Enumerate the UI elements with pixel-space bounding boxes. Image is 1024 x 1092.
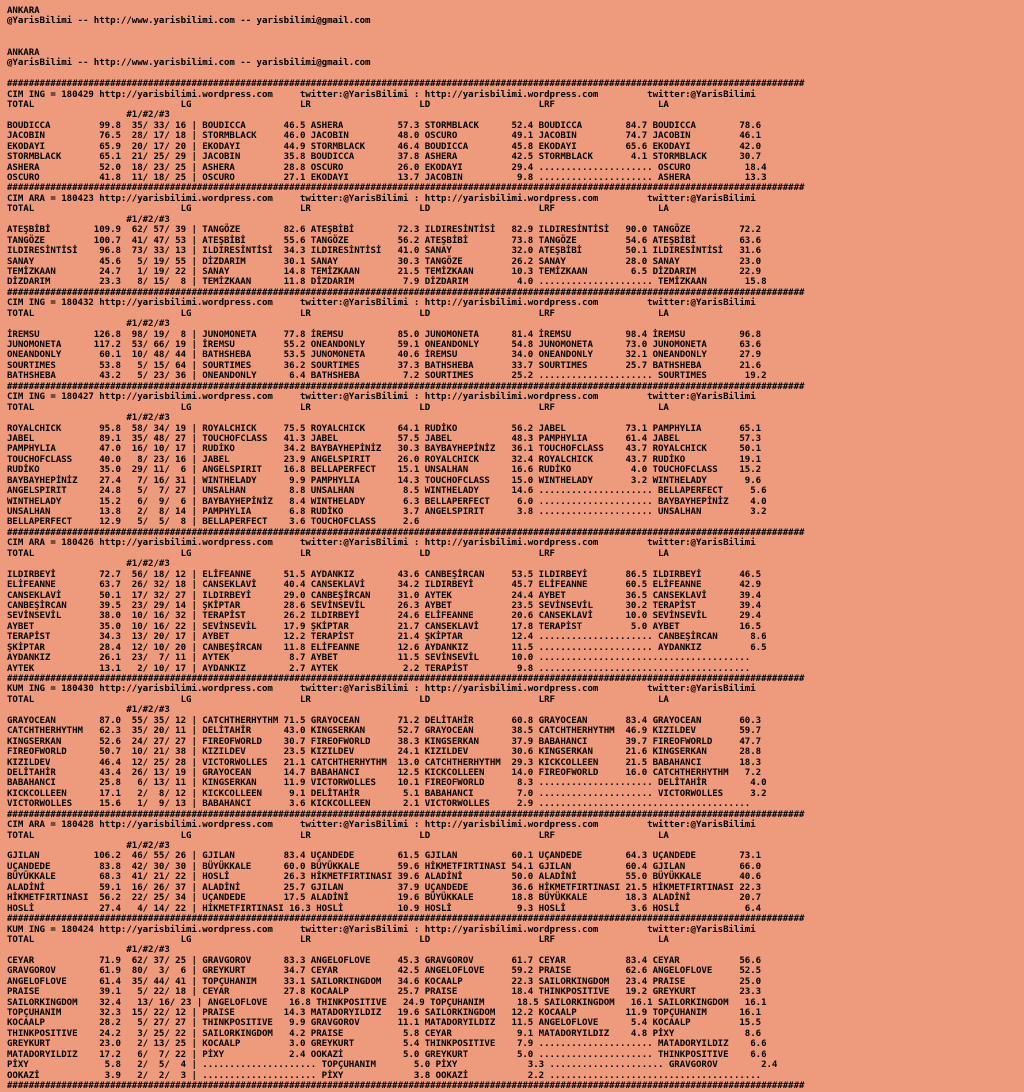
- rating-row: AYTEK 13.1 2/ 10/ 17 | AYDANKIZ 2.7 AYTEK 2.2 TERAPİST 9.8 .......................................: [7, 663, 751, 674]
- race-header-line: KUM ING = 180424 http://yarisbilimi.wordpress.com twitter:@YarisBilimi : http://yarisbilimi.wordpress.com twitter:@YarisBilimi: [7, 924, 756, 935]
- race-header-line: CIM ING = 180427 http://yarisbilimi.wordpress.com twitter:@YarisBilimi : http://yarisbilimi.wordpress.com twitter:@YarisBilimi: [7, 392, 756, 403]
- column-header-line: #1/#2/#3: [7, 559, 170, 570]
- rating-row: DELİTAHİR 43.4 26/ 13/ 19 | GRAYOCEAN 14.7 BABAHANCI 12.5 KICKCOLLEEN 14.0 FIREOFWORLD 16.0 CATCHTHERHYTHM 7.2: [7, 767, 762, 778]
- rating-row: ILDIRBEYİ 72.7 56/ 18/ 12 | ELİFEANNE 51.5 AYDANKIZ 43.6 CANBEŞİRCAN 53.5 ILDIRBEYİ 86.5 ILDIRBEYİ 46.5: [7, 569, 762, 580]
- rating-row: BATHSHEBA 43.2 5/ 23/ 36 | ONEANDONLY 6.4 BATHSHEBA 7.2 SOURTIMES 25.2 ..................... SOURTIMES 19.2: [7, 371, 767, 382]
- rating-row: GRAVGOROV 61.9 80/ 3/ 6 | GREYKURT 34.7 CEYAR 42.5 ANGELOFLOVE 59.2 PRAISE 62.6 ANGELOFLOVE 52.5: [7, 966, 762, 977]
- blank-line: [7, 37, 1024, 47]
- rating-row: İREMSU 126.8 98/ 19/ 8 | JUNOMONETA 77.8 İREMSU 85.0 JUNOMONETA 81.4 İREMSU 98.4 İREMSU 96.8: [7, 329, 762, 340]
- column-header-line: #1/#2/#3: [7, 841, 170, 851]
- race-header-line: CIM ING = 180429 http://yarisbilimi.wordpress.com twitter:@YarisBilimi : http://yarisbilimi.wordpress.com twitter:@YarisBilimi: [7, 89, 756, 100]
- column-header-line: TOTAL LG LR LD LRF LA: [7, 204, 669, 215]
- rating-row: KOCAALP 28.2 5/ 27/ 27 | THINKPOSITIVE 9.9 GRAVGOROV 11.1 MATADORYILDIZ 11.5 ANGELOFLOVE 5.4 KOCAALP 15.5: [7, 1018, 762, 1029]
- rating-row: ALADİNİ 59.1 16/ 26/ 37 | ALADİNİ 25.7 GJILAN 37.9 UÇANDEDE 36.6 HİKMETFIRTINASI 21.5 HİKMETFIRTINASI 22.3: [7, 882, 762, 893]
- contact-line: @YarisBilimi -- http://www.yarisbilimi.com -- yarisbilimi@gmail.com: [7, 58, 371, 69]
- city-title: ANKARA: [7, 6, 40, 16]
- separator-line: ###################################################################################################################################################: [7, 914, 805, 925]
- rating-row: THINKPOSITIVE 24.2 3/ 25/ 22 | SAILORKINGDOM 4.2 PRAISE 5.8 CEYAR 9.1 MATADORYILDIZ 4.8 PİXY 8.6: [7, 1028, 762, 1039]
- rating-row: KICKCOLLEEN 17.1 2/ 8/ 12 | KICKCOLLEEN 9.1 DELİTAHİR 5.1 BABAHANCI 7.0 ..................... VICTORWOLLES 3.2: [7, 788, 767, 799]
- race-header-line: KUM ING = 180430 http://yarisbilimi.wordpress.com twitter:@YarisBilimi : http://yarisbilimi.wordpress.com twitter:@YarisBilimi: [7, 684, 756, 695]
- rating-row: STORMBLACK 65.1 21/ 25/ 29 | JACOBIN 35.8 BOUDICCA 37.8 ASHERA 42.5 STORMBLACK 4.1 STORMBLACK 30.7: [7, 152, 762, 163]
- rating-row: CANSEKLAVİ 50.1 17/ 32/ 27 | ILDIRBEYİ 29.0 CANBEŞİRCAN 31.0 AYTEK 24.4 AYBET 36.5 CANSEKLAVİ 39.4: [7, 590, 762, 601]
- separator-line: ###################################################################################################################################################: [7, 1081, 805, 1092]
- column-header-line: #1/#2/#3: [7, 705, 170, 716]
- rating-row: BÜYÜKKALE 68.3 41/ 21/ 22 | HOSLİ 26.3 HİKMETFIRTINASI 39.6 ALADİNİ 50.0 ALADİNİ 55.0 BÜYÜKKALE 40.6: [7, 872, 762, 883]
- rating-row: ILDIRESİNTİSİ 96.8 73/ 33/ 13 | ILDIRESİNTİSİ 34.3 ILDIRESİNTİSİ 41.0 SANAY 32.0 ATEŞBİBİ 50.1 ILDIRESİNTİSİ 31.6: [7, 246, 762, 257]
- rating-row: HOSLİ 27.4 4/ 14/ 22 | HİKMETFIRTINASI 16.3 HOSLİ 10.9 HOSLİ 9.3 HOSLİ 3.6 HOSLİ 6.4: [7, 903, 762, 914]
- column-header-line: #1/#2/#3: [7, 110, 170, 121]
- column-header-line: TOTAL LG LR LD LRF LA: [7, 694, 669, 705]
- race-header-line: CIM ARA = 180423 http://yarisbilimi.wordpress.com twitter:@YarisBilimi : http://yarisbilimi.wordpress.com twitter:@YarisBilimi: [7, 193, 756, 204]
- rating-row: GRAYOCEAN 87.0 55/ 35/ 12 | CATCHTHERHYTHM 71.5 GRAYOCEAN 71.2 DELİTAHİR 60.8 GRAYOCEAN 83.4 GRAYOCEAN 60.3: [7, 715, 762, 726]
- column-header-line: TOTAL LG LR LD LRF LA: [7, 402, 669, 413]
- rating-row: UNSALHAN 13.8 2/ 8/ 14 | PAMPHYLIA 6.8 RUDİKO 3.7 ANGELSPIRIT 3.8 ..................... UNSALHAN 3.2: [7, 507, 767, 517]
- rating-row: BELLAPERFECT 12.9 5/ 5/ 8 | BELLAPERFECT 3.6 TOUCHOFCLASS 2.6: [7, 517, 420, 528]
- separator-line: ###################################################################################################################################################: [7, 674, 805, 684]
- column-header-line: TOTAL LG LR LD LRF LA: [7, 308, 669, 319]
- rating-row: TOUCHOFCLASS 40.0 8/ 23/ 16 | JABEL 23.9 ANGELSPIRIT 26.0 ROYALCHICK 32.4 ROYALCHICK 43.7 RUDİKO 19.1: [7, 454, 762, 465]
- rating-row: TEMİZKAAN 24.7 1/ 19/ 22 | SANAY 14.8 TEMİZKAAN 21.5 TEMİZKAAN 10.3 TEMİZKAAN 6.5 DİZDARIM 22.9: [7, 266, 762, 277]
- blank-line: [7, 27, 1024, 37]
- rating-row: PİXY 5.8 2/ 5/ 4 | ..................... TOPÇUHANIM 5.0 PİXY 3.3 ..................... GRAVGOROV 2.4: [7, 1060, 778, 1071]
- rating-row: CATCHTHERHYTHM 62.3 35/ 20/ 11 | DELİTAHİR 43.0 KINGSERKAN 52.7 GRAYOCEAN 38.5 CATCHTHERHYTHM 46.9 KIZILDEV 59.7: [7, 726, 762, 737]
- rating-row: KIZILDEV 46.4 12/ 25/ 28 | VICTORWOLLES 21.1 CATCHTHERHYTHM 13.0 CATCHTHERHYTHM 29.3 KICKCOLLEEN 21.5 BABAHANCI 18.3: [7, 757, 762, 768]
- separator-line: ###################################################################################################################################################: [7, 183, 805, 194]
- column-header-line: #1/#2/#3: [7, 319, 170, 330]
- rating-row: PAMPHYLIA 47.0 16/ 10/ 17 | RUDİKO 34.2 BAYBAYHEPİNİZ 30.3 BAYBAYHEPİNİZ 36.1 TOUCHOFCLASS 43.7 ROYALCHICK 50.1: [7, 444, 762, 455]
- rating-row: MATADORYILDIZ 17.2 6/ 7/ 22 | PİXY 2.4 OOKAZİ 5.0 GREYKURT 5.0 ..................... THINKPOSITIVE 6.6: [7, 1049, 767, 1060]
- rating-row: KINGSERKAN 52.6 24/ 27/ 27 | FIREOFWORLD 30.7 FIREOFWORLD 38.3 KINGSERKAN 37.9 BABAHANCI 39.7 FIREOFWORLD 47.7: [7, 736, 762, 747]
- rating-row: SOURTIMES 53.8 5/ 15/ 64 | SOURTIMES 36.2 SOURTIMES 37.3 BATHSHEBA 33.7 SOURTIMES 25.7 BATHSHEBA 21.6: [7, 360, 762, 371]
- rating-row: TERAPİST 34.3 13/ 20/ 17 | AYBET 12.2 TERAPİST 21.4 ŞKİPTAR 12.4 ..................... CANBEŞİRCAN 8.6: [7, 632, 767, 643]
- rating-row: VICTORWOLLES 15.6 1/ 9/ 13 | BABAHANCI 3.6 KICKCOLLEEN 2.1 VICTORWOLLES 2.9 .......................................: [7, 799, 751, 810]
- rating-row: EKODAYI 65.9 20/ 17/ 20 | EKODAYI 44.9 STORMBLACK 46.4 BOUDICCA 45.8 EKODAYI 65.6 EKODAYI 42.0: [7, 141, 762, 152]
- rating-row: TANGÖZE 100.7 41/ 47/ 53 | ATEŞBİBİ 55.6 TANGÖZE 56.2 ATEŞBİBİ 73.8 TANGÖZE 54.6 ATEŞBİBİ 63.6: [7, 235, 762, 246]
- column-header-line: TOTAL LG LR LD LRF LA: [7, 934, 669, 945]
- rating-row: SANAY 45.6 5/ 19/ 55 | DİZDARIM 30.1 SANAY 30.3 TANGÖZE 26.2 SANAY 28.0 SANAY 23.0: [7, 256, 762, 267]
- rating-row: OSCURO 41.8 11/ 18/ 25 | OSCURO 27.1 EKODAYI 13.7 JACOBIN 9.8 ..................... ASHERA 13.3: [7, 173, 767, 183]
- rating-row: ANGELOFLOVE 61.4 35/ 44/ 41 | TOPÇUHANIM 33.1 SAILORKINGDOM 34.6 KOCAALP 22.3 SAILORKINGDOM 23.4 PRAISE 25.0: [7, 976, 762, 987]
- rating-row: ROYALCHICK 95.8 58/ 34/ 19 | ROYALCHICK 75.5 ROYALCHICK 64.1 RUDİKO 56.2 JABEL 73.1 PAMPHYLIA 65.1: [7, 423, 762, 434]
- rating-row: ATEŞBİBİ 109.9 62/ 57/ 39 | TANGÖZE 82.6 ATEŞBİBİ 72.3 ILDIRESİNTİSİ 82.9 ILDIRESİNTİSİ 90.0 TANGÖZE 72.2: [7, 225, 762, 236]
- rating-row: CEYAR 71.9 62/ 37/ 25 | GRAVGOROV 83.3 ANGELOFLOVE 45.3 GRAVGOROV 61.7 CEYAR 83.4 CEYAR 56.6: [7, 955, 762, 966]
- rating-row: UÇANDEDE 83.8 42/ 30/ 30 | BÜYÜKKALE 60.0 BÜYÜKKALE 59.6 HİKMETFIRTINASI 54.1 GJILAN 60.4 GJILAN 66.0: [7, 861, 762, 872]
- rating-row: SEVİNSEVİL 38.0 10/ 16/ 32 | TERAPİST 26.2 ILDIRBEYİ 24.6 ELİFEANNE 20.6 CANSEKLAVİ 10.0 SEVİNSEVİL 29.4: [7, 611, 762, 622]
- race-header-line: CIM ARA = 180428 http://yarisbilimi.wordpress.com twitter:@YarisBilimi : http://yarisbilimi.wordpress.com twitter:@YarisBilimi: [7, 820, 756, 831]
- rating-row: AYBET 35.0 10/ 16/ 22 | SEVİNSEVİL 17.9 ŞKİPTAR 21.7 CANSEKLAVİ 17.8 TERAPİST 5.0 AYBET 16.5: [7, 621, 762, 632]
- rating-row: BAYBAYHEPİNİZ 27.4 7/ 16/ 31 | WINTHELADY 9.9 PAMPHYLIA 14.3 TOUCHOFCLASS 15.0 WINTHELADY 3.2 WINTHELADY 9.6: [7, 475, 762, 486]
- rating-row: ŞKİPTAR 28.4 12/ 10/ 20 | CANBEŞİRCAN 11.8 ELİFEANNE 12.6 AYDANKIZ 11.5 ..................... AYDANKIZ 6.5: [7, 642, 767, 653]
- separator-line: ###################################################################################################################################################: [7, 381, 805, 392]
- column-header-line: #1/#2/#3: [7, 214, 170, 225]
- rating-row: BOUDICCA 99.8 35/ 33/ 16 | BOUDICCA 46.5 ASHERA 57.3 STORMBLACK 52.4 BOUDICCA 84.7 BOUDICCA 78.6: [7, 120, 762, 131]
- rating-row: BABAHANCI 25.8 6/ 13/ 11 | KINGSERKAN 11.9 VICTORWOLLES 10.1 FIREOFWORLD 8.3 ..................... DELİTAHİR 4.0: [7, 778, 767, 789]
- city-title: ANKARA: [7, 47, 40, 58]
- rating-row: WINTHELADY 15.2 6/ 9/ 6 | BAYBAYHEPİNİZ 8.4 WINTHELADY 6.3 BELLAPERFECT 6.0 ..................... BAYBAYHEPİNİZ 4.0: [7, 496, 767, 507]
- rating-row: SAILORKINGDOM 32.4 13/ 16/ 23 | ANGELOFLOVE 16.8 THINKPOSITIVE 24.9 TOPÇUHANIM 18.5 SAILORKINGDOM 16.1 SAILORKINGDOM 16.1: [7, 997, 767, 1008]
- separator-line: ###################################################################################################################################################: [7, 809, 805, 820]
- rating-row: GREYKURT 23.0 2/ 13/ 25 | KOCAALP 3.0 GREYKURT 5.4 THINKPOSITIVE 7.9 ..................... MATADORYILDIZ 6.6: [7, 1039, 767, 1050]
- rating-row: JUNOMONETA 117.2 53/ 66/ 19 | İREMSU 55.2 ONEANDONLY 59.1 ONEANDONLY 54.8 JUNOMONETA 73.0 JUNOMONETA 63.6: [7, 340, 762, 350]
- blank-line: [7, 69, 1024, 79]
- rating-row: ONEANDONLY 60.1 10/ 48/ 44 | BATHSHEBA 53.5 JUNOMONETA 40.6 İREMSU 34.0 ONEANDONLY 32.1 ONEANDONLY 27.9: [7, 350, 762, 361]
- rating-row: ASHERA 52.0 18/ 23/ 25 | ASHERA 28.8 OSCURO 26.0 EKODAYI 29.4 ..................... OSCURO 18.4: [7, 162, 767, 173]
- rating-row: ELİFEANNE 63.7 26/ 32/ 18 | CANSEKLAVİ 40.4 CANSEKLAVİ 34.2 ILDIRBEYİ 45.7 ELİFEANNE 60.5 ELİFEANNE 42.9: [7, 580, 762, 591]
- rating-row: JACOBIN 76.5 28/ 17/ 18 | STORMBLACK 46.0 JACOBIN 48.0 OSCURO 49.1 JACOBIN 74.7 JACOBIN 46.1: [7, 131, 762, 142]
- separator-line: ###################################################################################################################################################: [7, 79, 805, 90]
- rating-row: JABEL 89.1 35/ 48/ 27 | TOUCHOFCLASS 41.3 JABEL 57.5 JABEL 48.3 PAMPHYLIA 61.4 JABEL 57.3: [7, 433, 762, 444]
- rating-row: FIREOFWORLD 50.7 10/ 21/ 38 | KIZILDEV 23.5 KIZILDEV 24.1 KIZILDEV 30.6 KINGSERKAN 21.6 KINGSERKAN 28.8: [7, 747, 762, 758]
- rating-row: GJILAN 106.2 46/ 55/ 26 | GJILAN 83.4 UÇANDEDE 61.5 GJILAN 60.1 UÇANDEDE 64.3 UÇANDEDE 73.1: [7, 851, 762, 862]
- column-header-line: TOTAL LG LR LD LRF LA: [7, 548, 669, 559]
- separator-line: ###################################################################################################################################################: [7, 527, 805, 538]
- rating-row: OOKAZİ 3.9 2/ 2/ 3 | ..................... PİXY 3.8 OOKAZİ 2.2 .......................................: [7, 1070, 762, 1081]
- rating-row: ANGELSPIRIT 24.8 5/ 7/ 27 | UNSALHAN 8.8 UNSALHAN 8.5 WINTHELADY 14.6 ..................... BELLAPERFECT 5.6: [7, 486, 767, 497]
- column-header-line: #1/#2/#3: [7, 945, 170, 956]
- contact-line: @YarisBilimi -- http://www.yarisbilimi.com -- yarisbilimi@gmail.com: [7, 16, 371, 27]
- rating-row: PRAISE 39.1 5/ 22/ 18 | CEYAR 27.8 KOCAALP 25.7 PRAISE 18.4 THINKPOSITIVE 19.2 GREYKURT 23.3: [7, 987, 762, 998]
- rating-row: RUDİKO 35.0 29/ 11/ 6 | ANGELSPIRIT 16.8 BELLAPERFECT 15.1 UNSALHAN 16.6 RUDİKO 4.0 TOUCHOFCLASS 15.2: [7, 465, 762, 476]
- race-header-line: CIM ING = 180432 http://yarisbilimi.wordpress.com twitter:@YarisBilimi : http://yarisbilimi.wordpress.com twitter:@YarisBilimi: [7, 298, 756, 309]
- column-header-line: TOTAL LG LR LD LRF LA: [7, 830, 669, 841]
- rating-row: TOPÇUHANIM 32.3 15/ 22/ 12 | PRAISE 14.3 MATADORYILDIZ 19.6 SAILORKINGDOM 12.2 KOCAALP 11.9 TOPÇUHANIM 16.1: [7, 1008, 762, 1018]
- column-header-line: #1/#2/#3: [7, 413, 170, 424]
- race-header-line: CIM ARA = 180426 http://yarisbilimi.wordpress.com twitter:@YarisBilimi : http://yarisbilimi.wordpress.com twitter:@YarisBilimi: [7, 538, 756, 549]
- rating-row: HİKMETFIRTINASI 56.2 22/ 25/ 34 | UÇANDEDE 17.5 ALADİNİ 19.6 BÜYÜKKALE 18.8 BÜYÜKKALE 18.3 ALADİNİ 20.7: [7, 893, 762, 904]
- rating-row: CANBEŞİRCAN 39.5 23/ 29/ 14 | ŞKİPTAR 28.6 SEVİNSEVİL 26.3 AYBET 23.5 SEVİNSEVİL 30.2 TERAPİST 39.4: [7, 600, 762, 611]
- column-header-line: TOTAL LG LR LD LRF LA: [7, 99, 669, 110]
- separator-line: ###################################################################################################################################################: [7, 287, 805, 298]
- rating-row: DİZDARIM 23.3 8/ 15/ 8 | TEMİZKAAN 11.8 DİZDARIM 7.9 DİZDARIM 4.0 ..................... TEMİZKAAN 15.8: [7, 277, 767, 288]
- rating-row: AYDANKIZ 26.1 23/ 7/ 11 | AYTEK 8.7 AYBET 11.5 SEVİNSEVİL 10.0 .......................................: [7, 653, 751, 664]
